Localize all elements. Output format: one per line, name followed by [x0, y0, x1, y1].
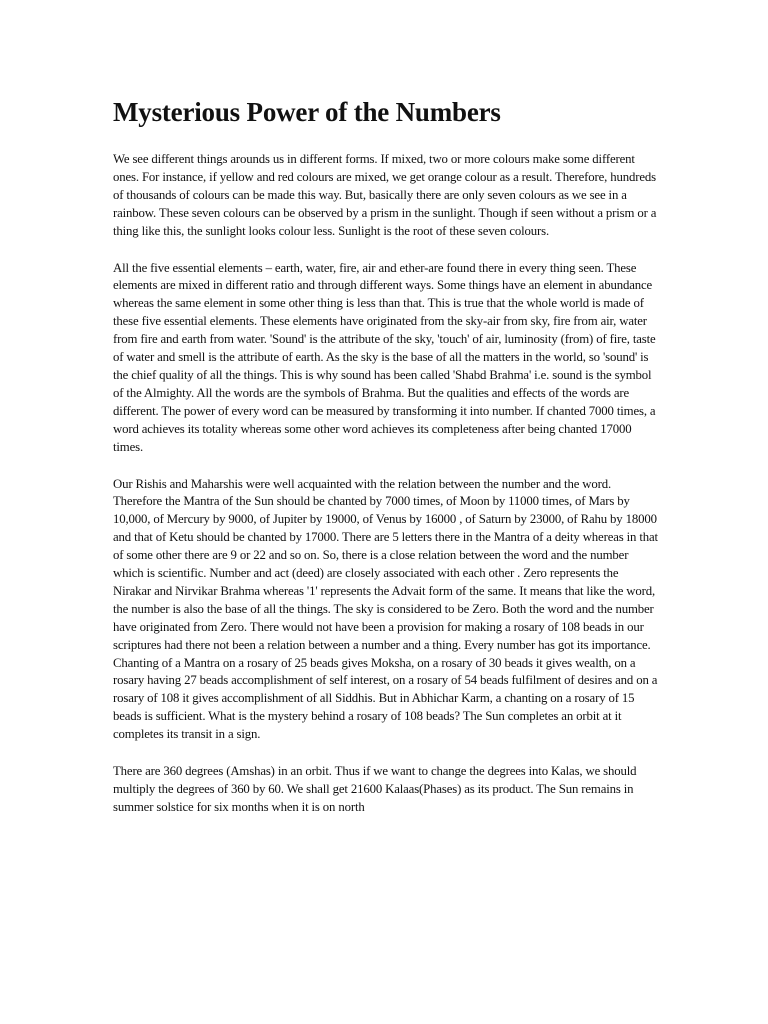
- paragraph-colours: We see different things arounds us in different forms. If mixed, two or more colours make some different ones. For instance, if yellow and red colours are mixed, we get orange colour as a result. Therefore, hundreds of thousands of colours can be made this way. But, basically there are only seven colours as we see in a rainbow. These seven colours can be observed by a prism in the sunlight. Though if seen without a prism or a thing like this, the sunlight looks colour less. Sunlight is the root of these seven colours.: [113, 152, 657, 238]
- paragraph-degrees: There are 360 degrees (Amshas) in an orbit. Thus if we want to change the degrees into Kalas, we should multiply the degrees of 360 by 60. We shall get 21600 Kalaas(Phases) as its product. The Sun remains in summer solstice for six months when it is on north: [113, 764, 637, 814]
- document-page: [113, 92, 658, 836]
- page-title: Mysterious Power of the Numbers: [113, 97, 501, 127]
- paragraph-rishis: Our Rishis and Maharshis were well acquainted with the relation between the number and the word. Therefore the Mantra of the Sun should be chanted by 7000 times, of Moon by 11000 times, of Mars by 10,000, of Mercury by 9000, of Jupiter by 19000, of Venus by 16000 , of Saturn by 23000, of Rahu by 18000 and that of Ketu should be chanted by 17000. There are 5 letters there in the Mantra of a deity whereas in that of some other there are 9 or 22 and so on. So, there is a close relation between the word and the number which is scientific. Number and act (deed) are closely associated with each other . Zero represents the Nirakar and Nirvikar Brahma whereas '1' represents the Advait form of the same. It means that like the word, the number is also the base of all the things. The sky is considered to be Zero. Both the word and the number have originated from Zero. There would not have been a provision for making a rosary of 108 beads in our scriptures had there not been a relation between a number and a thing. Every number has got its importance. Chanting of a Mantra on a rosary of 25 beads gives Moksha, on a rosary of 30 beads it gives wealth, on a rosary having 27 beads accomplishment of self interest, on a rosary of 54 beads fulfilment of desires and on a rosary of 108 it gives accomplishment of all Siddhis. But in Abhichar Karm, a chanting on a rosary of 15 beads is sufficient. What is the mystery behind a rosary of 108 beads? The Sun completes an orbit at it completes its transit in a sign.: [113, 476, 658, 742]
- paragraph-elements: All the five essential elements – earth, water, fire, air and ether-are found there in every thing seen. These elements are mixed in different ratio and through different ways. Some things have an element in abundance whereas the same element in some other thing is less than that. This is true that the whole world is made of these five essential elements. These elements have originated from the sky-air from sky, fire from air, water from fire and earth from water. 'Sound' is the attribute of the sky, 'touch' of air, luminosity (from) of fire, taste of water and smell is the attribute of earth. As the sky is the base of all the matters in the world, so 'sound' is the chief quality of all the things. This is why sound has been called 'Shabd Brahma' i.e. sound is the symbol of the Almighty. All the words are the symbols of Brahma. But the qualities and effects of the words are different. The power of every word can be measured by transforming it into number. If chanted 7000 times, a word achieves its totality whereas some other word achieves its completeness after being chanted 17000 times.: [113, 260, 656, 454]
